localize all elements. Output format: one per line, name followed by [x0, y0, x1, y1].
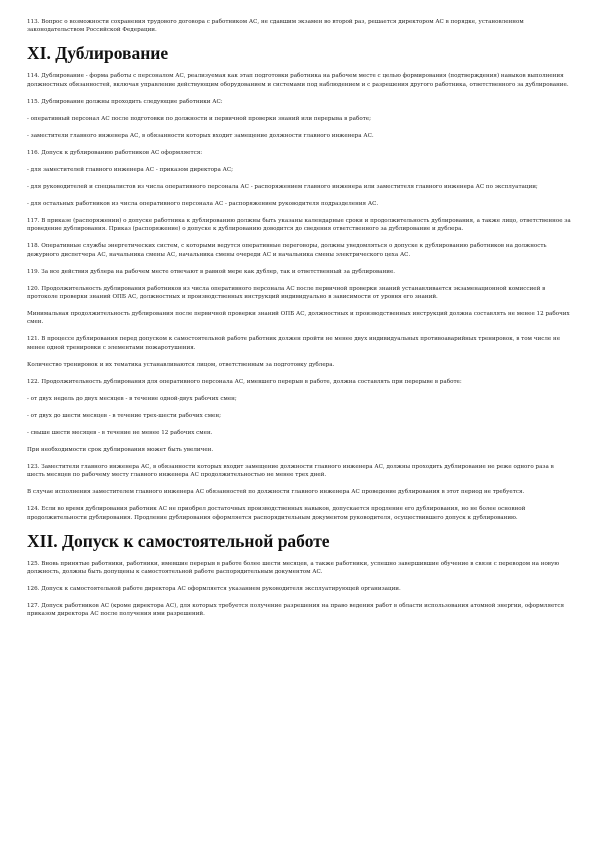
paragraph-115: 115. Дублирование должны проходить следующие работники АС:	[27, 98, 223, 105]
paragraph-116: 116. Допуск к дублированию работников АС оформляется:	[27, 149, 203, 156]
paragraph-125: 125. Вновь принятые работники, работники, имевшие перерыв в работе более шести месяцев, а также работники, успешно завершившие обучение в связи с переводом на новую должность, должны быть допущены к самостоятельной работе распорядительным документом АС.	[27, 560, 560, 576]
paragraph-120: 120. Продолжительность дублирования работников из числа оперативного персонала АС после первичной проверки знаний устанавливается экзаменационной комиссией в протоколе проверки знаний ОПБ АС, должностных и производственных инструкций индивидуально в зависимости от уровня его знаний.	[27, 285, 546, 301]
paragraph: В случае исполнения заместителем главного инженера АС обязанностей по должности главного инженера АС проведение дублирования в этот период не требуется.	[27, 489, 525, 496]
paragraph: Количество тренировок и их тематика устанавливаются лицом, ответственным за подготовку дублера.	[27, 361, 335, 368]
paragraph-118: 118. Оперативные службы энергетических систем, с которыми ведутся оперативные переговоры, должны уведомляться о допуске к дублированию работников на должность дежурного диспетчера АС, начальника смены АС, начальника смены очереди АС и начальника смены электрического цеха АС.	[27, 243, 547, 258]
list-item: - от двух до шести месяцев - в течение трех-шести рабочих смен;	[27, 412, 221, 419]
paragraph: Минимальная продолжительность дублирования после первичной проверки знаний ОПБ АС, должностных и производственных инструкций должна составлять не менее 12 рабочих смен.	[27, 311, 570, 326]
paragraph: При необходимости срок дублирования может быть увеличен.	[27, 446, 214, 453]
list-item: - от двух недель до двух месяцев - в течение одной-двух рабочих смен;	[27, 395, 237, 402]
paragraph-117: 117. В приказе (распоряжении) о допуске работника к дублированию должны быть указаны календарные сроки и продолжительность дублирования, а также лицо, ответственное за проведение дублирования. Приказ (распоряжение) о допуске к дублированию доводится до сведения ответственного за дублирование и дублера.	[27, 217, 571, 233]
list-item: - свыше шести месяцев - в течение не менее 12 рабочих смен.	[27, 429, 213, 436]
paragraph-123: 123. Заместители главного инженера АС, в обязанности которых входит замещение должности главного инженера АС, должны проходить дублирование не реже одного раза в шесть месяцев по рабочему месту главного инженера АС продолжительностью не менее трех дней.	[27, 463, 554, 479]
section-heading-dublirovanie: XI. Дублирование	[27, 43, 169, 64]
paragraph-124: 124. Если во время дублирования работник АС не приобрел достаточных производственных навыков, допускается продление его дублирования, но не более основной продолжительности дублирования. Продление дублирования оформляется распорядительным документом руководителя, осуществившего допуск к дублированию.	[27, 506, 526, 521]
list-item: - для остальных работников из числа оперативного персонала АС - распоряжением руководителя подразделения АС.	[27, 200, 379, 207]
paragraph-113: 113. Вопрос о возможности сохранения трудового договора с работником АС, не сдавшим экзамен во второй раз, решается директором АС в порядке, установленном законодательством Российской Федерации.	[27, 19, 524, 34]
list-item: - для заместителей главного инженера АС - приказом директора АС;	[27, 166, 234, 173]
paragraph-126: 126. Допуск к самостоятельной работе директора АС оформляется указанием руководителя эксплуатирующей организации.	[27, 586, 401, 593]
paragraph-121: 121. В процессе дублирования перед допуском к самостоятельной работе работник должен пройти не менее двух индивидуальных противоаварийных тренировок, в том числе не менее одной тренировки с элементами пожаротушения.	[27, 336, 561, 351]
section-heading-dopusk: XII. Допуск к самостоятельной работе	[27, 530, 330, 551]
paragraph-119: 119. За все действия дублера на рабочем месте отвечают в равной мере как дублер, так и ответственный за дублирование.	[27, 268, 396, 275]
paragraph-127: 127. Допуск работников АС (кроме директора АС), для которых требуется получение разрешения на право ведения работ в области использования атомной энергии, оформляется приказом директора АС после получения ими разрешений.	[27, 603, 565, 618]
list-item: - для руководителей и специалистов из числа оперативного персонала АС - распоряжением главного инженера или заместителя главного инженера АС по эксплуатации;	[27, 183, 538, 190]
list-item: - оперативный персонал АС после подготовки по должности и первичной проверки знаний или перерыва в работе;	[27, 115, 371, 122]
list-item: - заместители главного инженера АС, в обязанности которых входит замещение должности главного инженера АС.	[27, 132, 374, 139]
paragraph-114: 114. Дублирование - форма работы с персоналом АС, реализуемая как этап подготовки работника на рабочем месте с целью формирования (подтверждения) навыков выполнения должностных обязанностей, включая управление действующим оборудованием и системами под наблюдением и с разрешения другого работника, ответственного за дублирование.	[27, 73, 569, 88]
paragraph-122: 122. Продолжительность дублирования для оперативного персонала АС, имевшего перерыв в работе, должна составлять при перерыве в работе:	[27, 378, 462, 385]
